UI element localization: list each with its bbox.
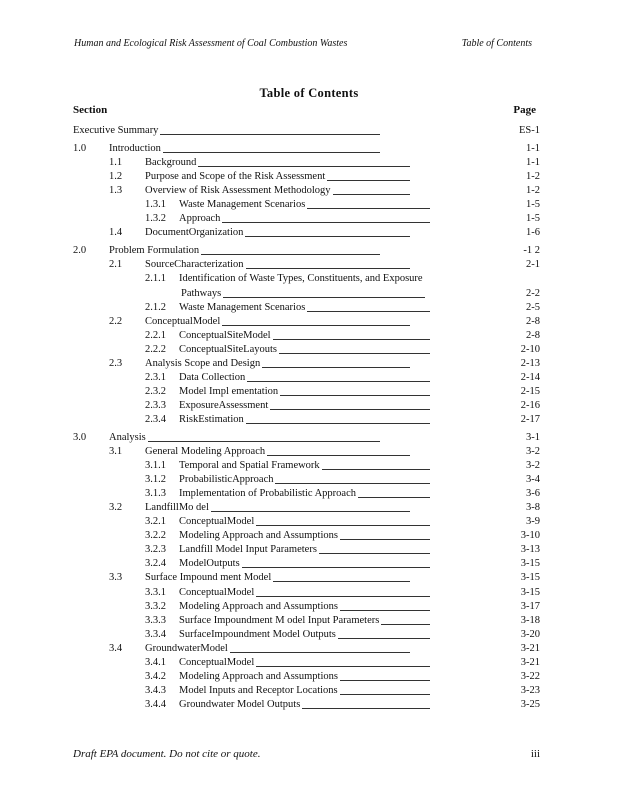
toc-entry-title: ConceptualSiteLayouts (179, 343, 277, 355)
toc-entry-title: Problem Formulation (109, 245, 200, 257)
toc-entry-title: Modeling Approach and Assumptions (179, 670, 338, 682)
toc-entry-number: 1.0 (73, 143, 87, 155)
toc-entry-number: 3.4 (109, 642, 123, 654)
toc-entry-page: 3-22 (520, 670, 540, 682)
toc-entry-title: LandfillMo del (145, 502, 209, 514)
toc-entry[interactable] (0, 459, 618, 473)
toc-leader-line (222, 222, 430, 223)
toc-entry[interactable] (0, 343, 618, 357)
toc-entry-title: Analysis (109, 431, 146, 443)
toc-entry-title: Model Inputs and Receptor Locations (179, 684, 338, 696)
toc-leader-line (245, 236, 410, 237)
toc-entry-page: 3-2 (526, 460, 540, 472)
toc-entry-page: 3-15 (520, 572, 540, 584)
toc-entry-page: 3-13 (520, 544, 540, 556)
page-title: Table of Contents (259, 86, 359, 100)
section-column-header: Section (73, 104, 108, 116)
toc-entry-title: Analysis Scope and Design (145, 357, 261, 369)
page-column-header: Page (513, 104, 536, 116)
toc-entry[interactable] (0, 357, 618, 371)
toc-entry[interactable] (0, 473, 618, 487)
toc-entry-page: 1-1 (526, 157, 540, 169)
toc-entry-page: 1-2 (526, 171, 540, 183)
toc-entry[interactable] (0, 170, 618, 184)
toc-entry[interactable] (0, 670, 618, 684)
toc-entry-page: 2-8 (526, 329, 540, 341)
toc-entry-number: 3.3.2 (145, 600, 166, 612)
toc-entry[interactable] (0, 557, 618, 571)
toc-entry-page: 1-1 (526, 143, 540, 155)
toc-entry-number: 3.0 (73, 431, 87, 443)
toc-entry-number: 2.3 (109, 357, 123, 369)
toc-entry-title: Waste Management Scenarios (179, 199, 306, 211)
toc-leader-line (273, 581, 410, 582)
toc-leader-line (230, 652, 410, 653)
toc-entry[interactable] (0, 515, 618, 529)
toc-entry-title: ProbabilisticApproach (179, 474, 274, 486)
toc-entry-number: 1.2 (109, 171, 123, 183)
toc-leader-line (340, 539, 430, 540)
toc-entry[interactable] (0, 226, 618, 240)
toc-entry-title: ConceptualModel (179, 516, 255, 528)
toc-entry[interactable] (0, 698, 618, 712)
toc-entry-number: 3.4.2 (145, 670, 166, 682)
toc-entry[interactable] (0, 431, 618, 445)
toc-entry[interactable] (0, 329, 618, 343)
toc-leader-line (327, 180, 410, 181)
toc-entry-page: 3-17 (520, 600, 540, 612)
toc-entry-page: 3-15 (520, 586, 540, 598)
toc-entry-title: Landfill Model Input Parameters (179, 544, 317, 556)
toc-leader-line (148, 441, 380, 442)
toc-entry-number: 3.3.1 (145, 586, 166, 598)
toc-entry-page: 2-13 (520, 357, 540, 369)
toc-entry-number: 3.4.4 (145, 698, 166, 710)
toc-entry[interactable] (0, 543, 618, 557)
toc-entry-number: 1.3 (109, 185, 123, 197)
toc-entry-number: 2.1 (109, 259, 123, 271)
toc-entry-title: Waste Management Scenarios (179, 301, 306, 313)
toc-entry[interactable] (0, 156, 618, 170)
toc-entry-title: GroundwaterModel (145, 642, 228, 654)
toc-entry-page: 3-4 (526, 474, 540, 486)
toc-entry-page: 3-23 (520, 684, 540, 696)
toc-entry-page: 2-14 (520, 371, 540, 383)
toc-leader-line (256, 596, 430, 597)
toc-leader-line (333, 194, 410, 195)
toc-leader-line (340, 680, 430, 681)
toc-entry-number: 2.3.3 (145, 399, 166, 411)
toc-entry-page: 2-1 (526, 259, 540, 271)
toc-entry[interactable] (0, 371, 618, 385)
toc-entry-page: -1 2 (523, 245, 540, 257)
toc-entry[interactable] (0, 287, 618, 301)
toc-entry[interactable] (0, 142, 618, 156)
toc-entry-number: 2.3.4 (145, 413, 166, 425)
toc-entry[interactable] (0, 684, 618, 698)
toc-entry[interactable] (0, 529, 618, 543)
toc-entry[interactable] (0, 614, 618, 628)
toc-entry-page: 3-15 (520, 558, 540, 570)
toc-entry-number: 3.2.2 (145, 530, 166, 542)
toc-entry-number: 1.3.1 (145, 199, 166, 211)
toc-entry[interactable] (0, 501, 618, 515)
toc-leader-line (247, 381, 430, 382)
toc-leader-line (223, 297, 425, 298)
toc-entry-title: DocumentOrganization (145, 227, 244, 239)
toc-entry[interactable] (0, 586, 618, 600)
toc-entry-number: 2.3.2 (145, 385, 166, 397)
toc-entry-page: 3-9 (526, 516, 540, 528)
toc-entry-title: ConceptualModel (179, 586, 255, 598)
toc-entry[interactable] (0, 385, 618, 399)
toc-entry-title: Introduction (109, 143, 161, 155)
toc-entry-title: Model Impl ementation (179, 385, 279, 397)
toc-entry-number: 3.4.3 (145, 684, 166, 696)
toc-leader-line (201, 254, 380, 255)
toc-leader-line (211, 511, 410, 512)
toc-leader-line (319, 553, 430, 554)
toc-entry[interactable] (0, 301, 618, 315)
toc-entry-title: Approach (179, 213, 221, 225)
toc-entry-number: 3.1 (109, 446, 123, 458)
toc-entry-page: 2-5 (526, 301, 540, 313)
toc-entry-number: 3.1.1 (145, 460, 166, 472)
toc-entry-number: 2.2 (109, 315, 123, 327)
toc-leader-line (198, 166, 410, 167)
toc-entry-page: 3-21 (520, 642, 540, 654)
toc-entry-number: 3.3.3 (145, 614, 166, 626)
toc-entry-page: 3-8 (526, 502, 540, 514)
toc-entry-title: ConceptualModel (145, 315, 221, 327)
page-number: iii (530, 748, 540, 760)
toc-leader-line (222, 325, 410, 326)
toc-entry-page: 3-21 (520, 656, 540, 668)
toc-entry-page: 3-2 (526, 446, 540, 458)
toc-leader-line (267, 455, 410, 456)
toc-entry-number: 1.3.2 (145, 213, 166, 225)
toc-entry-number: 2.1.1 (145, 273, 166, 285)
toc-entry-number: 2.3.1 (145, 371, 166, 383)
toc-entry-title: Pathways (181, 287, 222, 299)
toc-entry-number: 3.4.1 (145, 656, 166, 668)
toc-entry-page: 1-2 (526, 185, 540, 197)
toc-entry[interactable] (0, 198, 618, 212)
running-header-title: Human and Ecological Risk Assessment of Coal Combustion Wastes (74, 38, 348, 49)
toc-entry-page: 3-1 (526, 431, 540, 443)
toc-entry-number: 3.3.4 (145, 628, 166, 640)
toc-entry-title: Modeling Approach and Assumptions (179, 530, 338, 542)
toc-entry-page: 3-25 (520, 698, 540, 710)
toc-entry-title: ExposureAssessment (179, 399, 269, 411)
toc-entry-title: Data Collection (179, 371, 246, 383)
toc-leader-line (381, 624, 430, 625)
toc-entry-page: 2-2 (526, 287, 540, 299)
table-of-contents (0, 124, 618, 712)
toc-entry-number: 3.3 (109, 572, 123, 584)
toc-entry-number: 3.2.4 (145, 558, 166, 570)
toc-entry-number: 2.2.2 (145, 343, 166, 355)
toc-entry-title: Temporal and Spatial Framework (179, 460, 320, 472)
toc-leader-line (256, 525, 430, 526)
toc-leader-line (246, 268, 410, 269)
toc-entry[interactable] (0, 399, 618, 413)
toc-entry[interactable] (0, 258, 618, 272)
toc-entry-title: Identification of Waste Types, Constituents, and Exposure (179, 273, 423, 285)
toc-entry-title: Groundwater Model Outputs (179, 698, 301, 710)
toc-leader-line (340, 694, 430, 695)
toc-leader-line (256, 666, 430, 667)
toc-entry[interactable] (0, 124, 618, 138)
toc-leader-line (280, 395, 430, 396)
toc-entry-page: 2-10 (520, 343, 540, 355)
toc-leader-line (163, 152, 380, 153)
toc-entry[interactable] (0, 184, 618, 198)
toc-entry-title: Purpose and Scope of the Risk Assessment (145, 171, 326, 183)
toc-entry[interactable] (0, 642, 618, 656)
toc-entry[interactable] (0, 628, 618, 642)
toc-leader-line (307, 208, 430, 209)
toc-entry-page: 2-17 (520, 413, 540, 425)
toc-leader-line (302, 708, 430, 709)
toc-entry-page: 3-10 (520, 530, 540, 542)
toc-entry[interactable] (0, 413, 618, 427)
toc-entry-number: 2.2.1 (145, 329, 166, 341)
toc-leader-line (275, 483, 430, 484)
toc-entry-title: ModelOutputs (179, 558, 240, 570)
toc-leader-line (322, 469, 430, 470)
toc-entry[interactable] (0, 244, 618, 258)
toc-entry-page: ES-1 (519, 125, 540, 136)
toc-entry-title: Surface Impound ment Model (145, 572, 272, 584)
toc-entry[interactable] (0, 212, 618, 226)
toc-entry-page: 3-6 (526, 488, 540, 500)
toc-entry-title: RiskEstimation (179, 413, 244, 425)
toc-entry-page: 2-8 (526, 315, 540, 327)
toc-entry-title: Modeling Approach and Assumptions (179, 600, 338, 612)
toc-entry-title: General Modeling Approach (145, 446, 266, 458)
toc-entry[interactable] (0, 315, 618, 329)
toc-entry-page: 1-5 (526, 199, 540, 211)
toc-leader-line (262, 367, 410, 368)
toc-entry-title: Implementation of Probabilistic Approach (179, 488, 357, 500)
toc-leader-line (160, 134, 380, 135)
toc-entry-number: 3.1.2 (145, 474, 166, 486)
toc-entry-page: 2-16 (520, 399, 540, 411)
toc-entry[interactable] (0, 487, 618, 501)
draft-notice: Draft EPA document. Do not cite or quote. (73, 748, 261, 760)
toc-entry-page: 2-15 (520, 385, 540, 397)
toc-entry-number: 3.2.1 (145, 516, 166, 528)
toc-leader-line (246, 423, 430, 424)
toc-entry[interactable] (0, 445, 618, 459)
toc-leader-line (358, 497, 430, 498)
toc-entry-number: 2.0 (73, 245, 87, 257)
toc-entry-title: SourceCharacterization (145, 259, 244, 271)
toc-leader-line (270, 409, 430, 410)
toc-entry-page: 1-5 (526, 213, 540, 225)
toc-leader-line (307, 311, 430, 312)
toc-entry[interactable] (0, 272, 618, 286)
toc-entry-number: 3.2 (109, 502, 123, 514)
toc-leader-line (338, 638, 430, 639)
toc-leader-line (273, 339, 430, 340)
toc-entry-page: 3-20 (520, 628, 540, 640)
toc-leader-line (279, 353, 430, 354)
toc-entry-number: 3.2.3 (145, 544, 166, 556)
toc-leader-line (340, 610, 430, 611)
toc-entry-title: Surface Impoundment M odel Input Parameters (179, 614, 380, 626)
toc-entry-page: 1-6 (526, 227, 540, 239)
toc-entry-number: 1.1 (109, 157, 123, 169)
toc-entry[interactable] (0, 571, 618, 585)
toc-entry[interactable] (0, 600, 618, 614)
toc-leader-line (242, 567, 430, 568)
toc-entry-title: ConceptualSiteModel (179, 329, 271, 341)
toc-entry-number: 3.1.3 (145, 488, 166, 500)
toc-entry-title: Background (145, 157, 197, 169)
toc-entry-number: 2.1.2 (145, 301, 166, 313)
toc-entry[interactable] (0, 656, 618, 670)
toc-entry-title: ConceptualModel (179, 656, 255, 668)
toc-entry-title: SurfaceImpoundment Model Outputs (179, 628, 336, 640)
toc-entry-number: 1.4 (109, 227, 123, 239)
toc-entry-page: 3-18 (520, 614, 540, 626)
toc-entry-title: Overview of Risk Assessment Methodology (145, 185, 331, 197)
toc-entry-title: Executive Summary (73, 125, 159, 136)
running-header-section: Table of Contents (461, 38, 532, 49)
